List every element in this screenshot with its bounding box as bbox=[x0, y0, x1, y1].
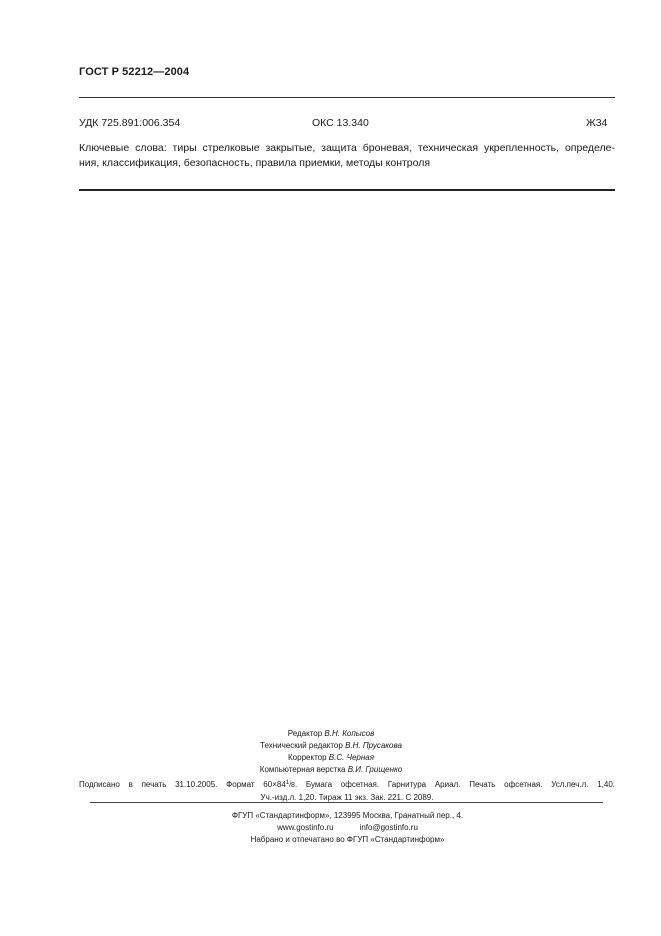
proofreader-label: Корректор bbox=[288, 753, 327, 762]
imprint-block bbox=[79, 777, 615, 804]
classification-code: Ж34 bbox=[586, 117, 608, 129]
publisher-address: ФГУП «Стандартинформ», 123995 Москва, Гранатный пер., 4. bbox=[231, 811, 464, 820]
keywords-divider bbox=[79, 189, 615, 191]
imprint-line-2: Уч.-изд.л. 1,20. Тираж 11 экз. Зак. 221. С 2089. bbox=[260, 793, 434, 802]
format-fraction-num: 1 bbox=[285, 780, 290, 786]
credit-tech-editor bbox=[200, 740, 462, 752]
imprint-line-1 bbox=[79, 777, 615, 792]
publisher-website: www.gostinfo.ru bbox=[277, 823, 334, 832]
editor-label: Редактор bbox=[287, 729, 323, 738]
imprint-line-1-b: . Бумага офсетная. Гарнитура Ариал. Печать офсетная. Усл.печ.л. 1,40. bbox=[294, 780, 615, 789]
publisher-printed-note: Набрано и отпечатано во ФГУП «Стандартинформ» bbox=[250, 835, 445, 844]
keywords-line-2: ния, классификация, безопасность, правила приемки, методы контроля bbox=[79, 157, 431, 169]
tech-editor-name: В.Н. Прусакова bbox=[345, 741, 402, 750]
tech-editor-label: Технический редактор bbox=[260, 741, 343, 750]
editor-name: В.Н. Копысов bbox=[324, 729, 375, 738]
udk-code: УДК 725.891:006.354 bbox=[79, 117, 181, 129]
publisher-contacts bbox=[150, 822, 545, 834]
keywords-block bbox=[79, 141, 615, 171]
publisher-email: info@gostinfo.ru bbox=[359, 823, 418, 832]
header-divider bbox=[79, 97, 615, 98]
credit-editor bbox=[200, 728, 462, 740]
standard-title: ГОСТ Р 52212—2004 bbox=[79, 66, 190, 78]
imprint-line-1-a: Подписано в печать 31.10.2005. Формат 60×84 bbox=[79, 780, 286, 789]
layout-label: Компьютерная верстка bbox=[259, 765, 346, 774]
credit-proofreader bbox=[200, 752, 462, 764]
proofreader-name: В.С. Черная bbox=[328, 753, 374, 762]
credit-layout bbox=[200, 764, 462, 776]
layout-name: В.И. Грищенко bbox=[347, 765, 403, 774]
credits-block bbox=[200, 728, 462, 776]
oks-code: ОКС 13.340 bbox=[312, 117, 369, 129]
format-fraction-den: /8 bbox=[289, 782, 295, 789]
imprint-divider bbox=[90, 802, 603, 803]
keywords-line-1: Ключевые слова: тиры стрелковые закрытые, защита броневая, техническая укрепленность, определе- bbox=[79, 142, 615, 154]
publisher-block bbox=[150, 810, 545, 846]
